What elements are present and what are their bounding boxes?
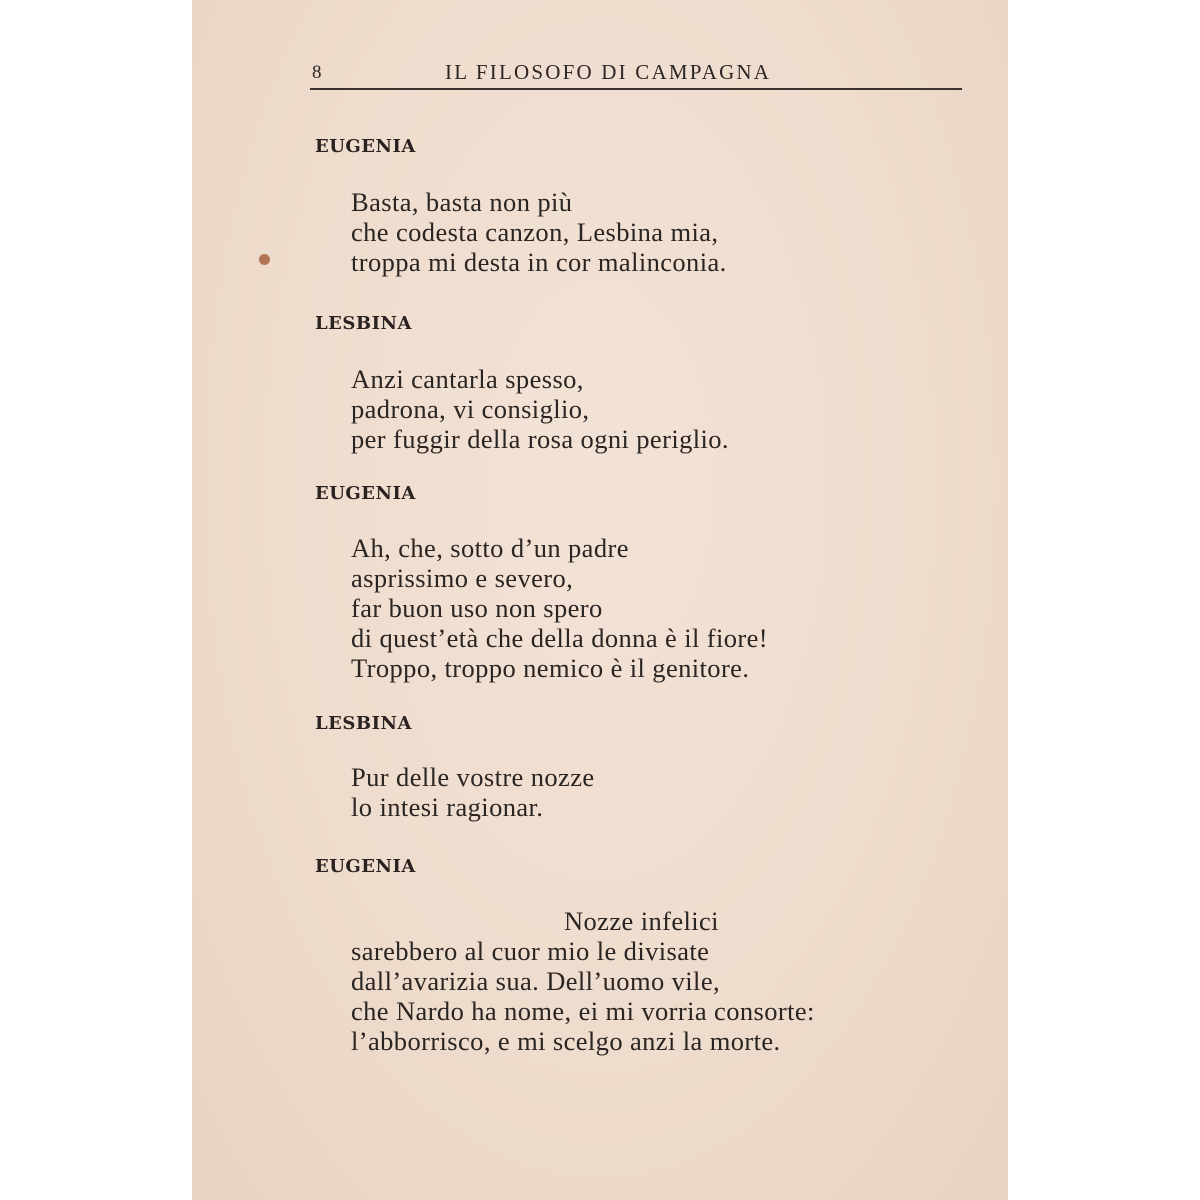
speaker-label-eugenia: EUGENIA [315, 856, 416, 877]
verse-block [351, 762, 991, 822]
verse-line: Basta, basta non più [351, 187, 573, 217]
verse-line: padrona, vi consiglio, [351, 394, 590, 424]
speaker-label-eugenia: EUGENIA [315, 136, 416, 157]
running-title: IL FILOSOFO DI CAMPAGNA [445, 60, 772, 84]
paper-stain [259, 254, 270, 265]
verse-line: Troppo, troppo nemico è il genitore. [351, 653, 750, 683]
verse-line: asprissimo e severo, [351, 563, 574, 593]
speaker-label-lesbina: LESBINA [315, 713, 412, 734]
verse-line: che Nardo ha nome, ei mi vorria consorte: [351, 996, 815, 1026]
page-number: 8 [312, 62, 322, 83]
verse-line: per fuggir della rosa ogni periglio. [351, 424, 729, 454]
verse-line: di quest’età che della donna è il fiore! [351, 623, 769, 653]
verse-line: sarebbero al cuor mio le divisate [351, 936, 710, 966]
verse-block [351, 533, 991, 683]
verse-line: lo intesi ragionar. [351, 792, 544, 822]
book-page [192, 0, 1008, 1200]
verse-line: Ah, che, sotto d’un padre [351, 533, 629, 563]
verse-line: Pur delle vostre nozze [351, 762, 595, 792]
verse-line: dall’avarizia sua. Dell’uomo vile, [351, 966, 721, 996]
verse-line: l’abborrisco, e mi scelgo anzi la morte. [351, 1026, 781, 1056]
verse-line: troppa mi desta in cor malinconia. [351, 247, 727, 277]
verse-block [351, 187, 991, 277]
speaker-label-lesbina: LESBINA [315, 313, 412, 334]
verse-block [351, 906, 991, 1056]
verse-line: Nozze infelici [564, 906, 719, 936]
verse-line: far buon uso non spero [351, 593, 603, 623]
verse-block [351, 364, 991, 454]
running-header [310, 60, 962, 90]
verse-line: Anzi cantarla spesso, [351, 364, 584, 394]
speaker-label-eugenia: EUGENIA [315, 483, 416, 504]
verse-line: che codesta canzon, Lesbina mia, [351, 217, 719, 247]
